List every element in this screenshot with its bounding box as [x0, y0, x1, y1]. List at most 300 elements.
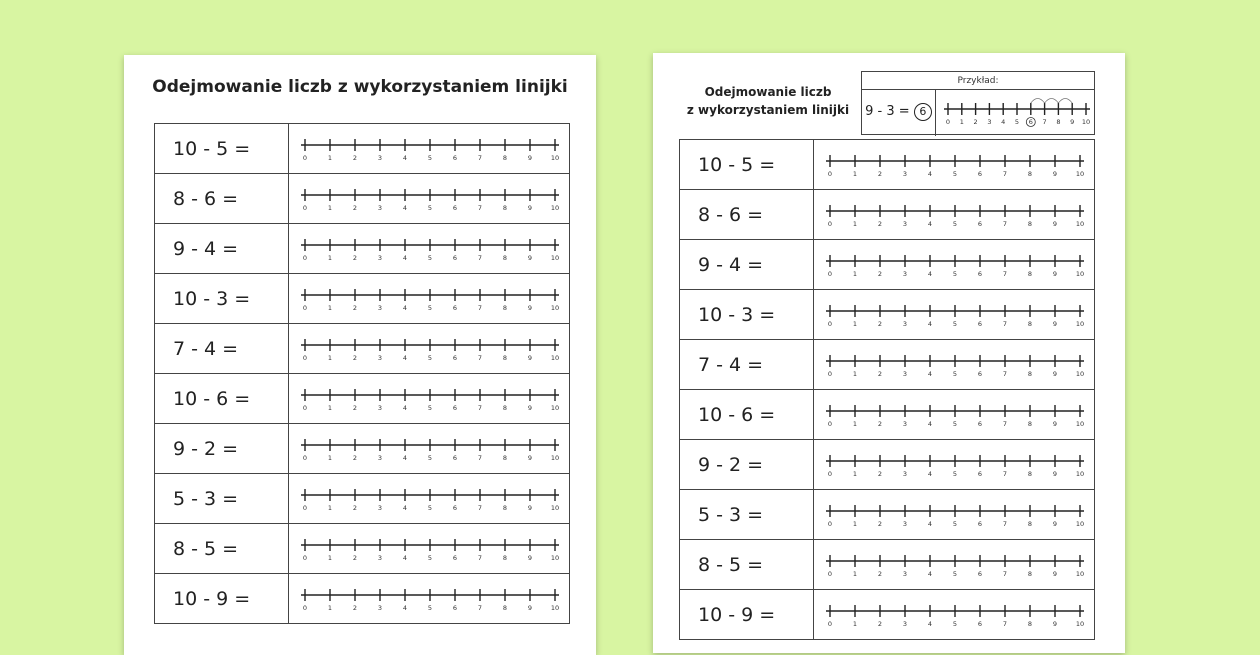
number-line-label: 6 — [452, 403, 458, 412]
number-line-label: 7 — [1002, 419, 1008, 428]
number-line-label: 4 — [927, 619, 933, 628]
number-line-label: 10 — [1075, 569, 1085, 578]
number-line — [824, 598, 1086, 632]
table-row — [680, 540, 1095, 590]
number-line-label: 9 — [1052, 419, 1058, 428]
table-row — [155, 324, 570, 374]
number-line-label: 0 — [827, 469, 833, 478]
number-line-label: 8 — [502, 453, 508, 462]
number-line-label: 6 — [977, 319, 983, 328]
number-line-label: 5 — [427, 253, 433, 262]
number-line-label: 5 — [427, 153, 433, 162]
number-line-label: 1 — [852, 369, 858, 378]
number-line — [824, 548, 1086, 582]
number-line-label: 7 — [1002, 619, 1008, 628]
example-equation-text: 9 - 3 = — [865, 104, 910, 119]
number-line-label: 1 — [327, 353, 333, 362]
number-line — [299, 532, 561, 566]
number-line-label: 3 — [902, 569, 908, 578]
number-line-label: 7 — [477, 453, 483, 462]
number-line-cell — [814, 190, 1095, 240]
number-line-hop — [1058, 99, 1072, 104]
number-line-label: 0 — [827, 219, 833, 228]
problem-table — [679, 139, 1095, 640]
number-line-label: 3 — [377, 253, 383, 262]
subtraction-problem: 10 - 3 = — [155, 274, 289, 324]
number-line-label: 8 — [502, 503, 508, 512]
number-line-label: 6 — [452, 453, 458, 462]
example-box — [861, 71, 1095, 135]
number-line-label: 4 — [402, 403, 408, 412]
number-line-label: 3 — [377, 353, 383, 362]
number-line-label: 9 — [1052, 369, 1058, 378]
number-line-label: 4 — [402, 153, 408, 162]
worksheet-title — [673, 83, 863, 119]
number-line-label: 4 — [402, 603, 408, 612]
number-line — [824, 198, 1086, 232]
number-line-label: 5 — [427, 303, 433, 312]
number-line-label: 0 — [302, 403, 308, 412]
number-line-label: 7 — [1042, 118, 1047, 126]
number-line-cell — [814, 240, 1095, 290]
number-line-label: 3 — [902, 369, 908, 378]
number-line-label: 6 — [977, 519, 983, 528]
subtraction-problem: 10 - 5 = — [155, 124, 289, 174]
table-row — [680, 140, 1095, 190]
number-line-label: 9 — [1052, 219, 1058, 228]
number-line-cell — [289, 374, 570, 424]
number-line-label: 2 — [352, 403, 358, 412]
number-line-label: 3 — [377, 553, 383, 562]
number-line-label: 7 — [1002, 169, 1008, 178]
number-line-cell — [289, 174, 570, 224]
number-line-label: 8 — [502, 603, 508, 612]
number-line-label: 0 — [302, 253, 308, 262]
subtraction-problem: 7 - 4 = — [680, 340, 814, 390]
number-line-label: 1 — [327, 603, 333, 612]
number-line-label: 7 — [477, 303, 483, 312]
number-line-label: 0 — [302, 453, 308, 462]
number-line-label: 2 — [877, 419, 883, 428]
number-line-label: 0 — [827, 569, 833, 578]
number-line-label: 2 — [877, 219, 883, 228]
number-line-label: 0 — [945, 118, 951, 126]
number-line-label: 4 — [402, 553, 408, 562]
number-line-label: 9 — [527, 403, 533, 412]
subtraction-problem: 9 - 4 = — [680, 240, 814, 290]
number-line-label: 10 — [550, 553, 560, 562]
number-line-label: 10 — [1075, 619, 1085, 628]
subtraction-problem: 9 - 4 = — [155, 224, 289, 274]
table-row — [680, 590, 1095, 640]
number-line-label: 8 — [1027, 569, 1033, 578]
number-line-label: 0 — [302, 603, 308, 612]
number-line — [299, 182, 561, 216]
number-line-label: 6 — [977, 619, 983, 628]
number-line-label: 2 — [352, 553, 358, 562]
number-line-cell — [814, 390, 1095, 440]
number-line-cell — [289, 324, 570, 374]
worksheet-page-right — [653, 53, 1125, 653]
subtraction-problem: 10 - 9 = — [155, 574, 289, 624]
number-line-label: 10 — [1075, 219, 1085, 228]
number-line-label: 1 — [327, 453, 333, 462]
number-line-label: 3 — [987, 118, 992, 126]
number-line-label: 9 — [1052, 269, 1058, 278]
number-line-label: 8 — [502, 253, 508, 262]
table-row — [155, 474, 570, 524]
number-line-label: 1 — [327, 153, 333, 162]
number-line-label: 4 — [402, 453, 408, 462]
number-line-label: 10 — [550, 353, 560, 362]
table-row — [680, 440, 1095, 490]
number-line-label: 10 — [550, 303, 560, 312]
number-line-label: 1 — [852, 569, 858, 578]
number-line-label: 6 — [977, 469, 983, 478]
number-line-label: 3 — [902, 269, 908, 278]
number-line-label: 3 — [902, 219, 908, 228]
number-line-label: 7 — [477, 553, 483, 562]
example-answer-circle: 6 — [914, 103, 932, 121]
number-line-label: 10 — [550, 453, 560, 462]
number-line-label: 9 — [1052, 519, 1058, 528]
number-line — [824, 348, 1086, 382]
number-line-label: 6 — [1028, 118, 1033, 126]
number-line-label: 2 — [352, 253, 358, 262]
number-line-label: 5 — [952, 619, 958, 628]
subtraction-problem: 10 - 9 = — [680, 590, 814, 640]
number-line-label: 3 — [377, 453, 383, 462]
number-line — [824, 448, 1086, 482]
number-line-label: 10 — [1075, 469, 1085, 478]
number-line-label: 1 — [852, 219, 858, 228]
number-line-label: 5 — [427, 203, 433, 212]
number-line-cell — [814, 490, 1095, 540]
number-line-label: 9 — [527, 303, 533, 312]
table-row — [680, 490, 1095, 540]
number-line-label: 3 — [902, 619, 908, 628]
number-line-label: 1 — [327, 503, 333, 512]
problem-table — [154, 123, 570, 624]
number-line-cell — [289, 424, 570, 474]
number-line-label: 5 — [952, 419, 958, 428]
number-line-label: 0 — [302, 553, 308, 562]
number-line — [824, 248, 1086, 282]
number-line-label: 7 — [1002, 219, 1008, 228]
number-line-label: 4 — [402, 503, 408, 512]
number-line-label: 3 — [377, 603, 383, 612]
number-line-label: 8 — [1027, 169, 1033, 178]
number-line-label: 2 — [352, 353, 358, 362]
table-row — [155, 374, 570, 424]
table-row — [155, 524, 570, 574]
number-line-label: 4 — [402, 203, 408, 212]
number-line-cell — [289, 124, 570, 174]
number-line-label: 9 — [527, 553, 533, 562]
subtraction-problem: 5 - 3 = — [155, 474, 289, 524]
number-line-label: 7 — [1002, 369, 1008, 378]
number-line-label: 7 — [477, 353, 483, 362]
number-line-label: 9 — [1052, 319, 1058, 328]
number-line-label: 3 — [902, 519, 908, 528]
number-line — [824, 298, 1086, 332]
number-line-cell — [814, 540, 1095, 590]
number-line-label: 1 — [852, 419, 858, 428]
number-line-label: 8 — [1027, 519, 1033, 528]
number-line-label: 6 — [452, 353, 458, 362]
number-line-label: 7 — [477, 603, 483, 612]
subtraction-problem: 8 - 6 = — [680, 190, 814, 240]
number-line-label: 2 — [352, 603, 358, 612]
number-line-label: 2 — [877, 319, 883, 328]
number-line-label: 8 — [502, 353, 508, 362]
subtraction-problem: 8 - 5 = — [680, 540, 814, 590]
number-line-label: 4 — [402, 253, 408, 262]
number-line-label: 4 — [402, 303, 408, 312]
number-line-label: 3 — [902, 469, 908, 478]
worksheet-title-line-2: z wykorzystaniem linijki — [686, 103, 850, 117]
number-line — [299, 132, 561, 166]
number-line — [824, 148, 1086, 182]
number-line-label: 6 — [452, 603, 458, 612]
number-line-label: 4 — [927, 169, 933, 178]
number-line-label: 5 — [1014, 118, 1020, 126]
number-line-cell — [814, 340, 1095, 390]
number-line-label: 1 — [327, 553, 333, 562]
table-row — [155, 274, 570, 324]
number-line-label: 7 — [477, 503, 483, 512]
table-row — [680, 340, 1095, 390]
number-line-label: 2 — [352, 153, 358, 162]
number-line-label: 8 — [1027, 369, 1033, 378]
number-line-label: 5 — [427, 453, 433, 462]
example-equation — [862, 90, 936, 136]
subtraction-problem: 10 - 3 = — [680, 290, 814, 340]
number-line-label: 0 — [827, 619, 833, 628]
number-line-label: 8 — [1027, 469, 1033, 478]
number-line — [299, 382, 561, 416]
number-line-label: 10 — [550, 403, 560, 412]
number-line-label: 2 — [877, 569, 883, 578]
subtraction-problem: 10 - 6 = — [155, 374, 289, 424]
number-line-label: 1 — [852, 169, 858, 178]
subtraction-problem: 9 - 2 = — [680, 440, 814, 490]
table-row — [155, 574, 570, 624]
number-line-label: 7 — [477, 203, 483, 212]
number-line-label: 5 — [427, 353, 433, 362]
number-line-cell — [814, 140, 1095, 190]
number-line-label: 4 — [402, 353, 408, 362]
number-line — [299, 482, 561, 516]
number-line-label: 9 — [527, 253, 533, 262]
number-line-label: 2 — [877, 519, 883, 528]
number-line-label: 8 — [1027, 219, 1033, 228]
number-line-label: 10 — [1075, 269, 1085, 278]
number-line-label: 9 — [527, 503, 533, 512]
number-line-label: 1 — [327, 203, 333, 212]
number-line-label: 6 — [452, 303, 458, 312]
number-line-label: 2 — [352, 203, 358, 212]
number-line-label: 6 — [977, 419, 983, 428]
number-line-label: 10 — [550, 503, 560, 512]
number-line-label: 7 — [1002, 569, 1008, 578]
number-line-label: 1 — [852, 519, 858, 528]
number-line-label: 7 — [477, 253, 483, 262]
number-line-label: 8 — [1027, 319, 1033, 328]
number-line-label: 8 — [502, 153, 508, 162]
number-line-label: 6 — [452, 553, 458, 562]
number-line — [299, 282, 561, 316]
number-line-cell — [814, 590, 1095, 640]
number-line-label: 4 — [927, 569, 933, 578]
number-line-label: 5 — [952, 319, 958, 328]
number-line-label: 6 — [977, 269, 983, 278]
number-line-label: 0 — [302, 303, 308, 312]
number-line-label: 3 — [377, 403, 383, 412]
number-line-label: 0 — [302, 153, 308, 162]
number-line-label: 5 — [952, 519, 958, 528]
number-line-label: 6 — [452, 503, 458, 512]
number-line-label: 9 — [1052, 619, 1058, 628]
number-line-label: 9 — [527, 603, 533, 612]
number-line-label: 8 — [1027, 619, 1033, 628]
number-line-label: 0 — [827, 419, 833, 428]
table-row — [680, 240, 1095, 290]
number-line-label: 7 — [477, 153, 483, 162]
number-line-label: 5 — [427, 503, 433, 512]
number-line — [299, 582, 561, 616]
number-line — [824, 498, 1086, 532]
number-line-label: 10 — [550, 153, 560, 162]
number-line — [824, 398, 1086, 432]
number-line-label: 2 — [352, 303, 358, 312]
number-line-cell — [289, 274, 570, 324]
number-line-label: 7 — [1002, 519, 1008, 528]
number-line-label: 3 — [902, 319, 908, 328]
number-line-label: 7 — [1002, 469, 1008, 478]
number-line-cell — [289, 574, 570, 624]
number-line-cell — [814, 440, 1095, 490]
number-line-label: 9 — [1052, 569, 1058, 578]
number-line-label: 2 — [973, 118, 978, 126]
subtraction-problem: 10 - 6 = — [680, 390, 814, 440]
number-line-label: 6 — [452, 153, 458, 162]
subtraction-problem: 10 - 5 = — [680, 140, 814, 190]
number-line-label: 6 — [977, 169, 983, 178]
number-line-label: 2 — [877, 619, 883, 628]
number-line-label: 0 — [302, 203, 308, 212]
number-line-label: 10 — [1075, 419, 1085, 428]
number-line-label: 8 — [1027, 269, 1033, 278]
number-line-label: 1 — [852, 469, 858, 478]
number-line-label: 10 — [550, 203, 560, 212]
example-label: Przykład: — [862, 72, 1094, 90]
number-line-label: 3 — [902, 169, 908, 178]
number-line-label: 8 — [502, 303, 508, 312]
number-line-label: 8 — [502, 403, 508, 412]
number-line-label: 1 — [327, 303, 333, 312]
number-line-label: 1 — [959, 118, 964, 126]
number-line-label: 4 — [927, 519, 933, 528]
number-line-label: 8 — [502, 203, 508, 212]
number-line-label: 5 — [427, 403, 433, 412]
number-line-label: 9 — [527, 453, 533, 462]
number-line-hop — [1045, 99, 1059, 104]
number-line-label: 4 — [1001, 118, 1006, 126]
number-line-label: 9 — [1052, 469, 1058, 478]
table-row — [155, 174, 570, 224]
number-line-label: 5 — [952, 569, 958, 578]
number-line-label: 10 — [1075, 519, 1085, 528]
number-line-label: 5 — [427, 603, 433, 612]
number-line-label: 6 — [977, 219, 983, 228]
worksheet-page-left — [124, 55, 596, 655]
number-line-label: 6 — [977, 369, 983, 378]
number-line-label: 0 — [302, 503, 308, 512]
subtraction-problem: 8 - 5 = — [155, 524, 289, 574]
number-line-label: 0 — [302, 353, 308, 362]
table-row — [155, 124, 570, 174]
number-line-label: 8 — [1027, 419, 1033, 428]
number-line-cell — [289, 224, 570, 274]
table-row — [155, 224, 570, 274]
number-line-label: 3 — [902, 419, 908, 428]
number-line-label: 0 — [827, 369, 833, 378]
number-line-label: 2 — [352, 503, 358, 512]
subtraction-problem: 9 - 2 = — [155, 424, 289, 474]
number-line-cell — [289, 524, 570, 574]
number-line-label: 4 — [927, 369, 933, 378]
number-line-label: 4 — [927, 419, 933, 428]
table-row — [680, 390, 1095, 440]
number-line-label: 2 — [877, 469, 883, 478]
number-line-label: 10 — [550, 603, 560, 612]
number-line-label: 9 — [527, 153, 533, 162]
number-line-label: 4 — [927, 319, 933, 328]
number-line-label: 4 — [927, 469, 933, 478]
number-line-cell — [289, 474, 570, 524]
number-line-label: 1 — [852, 319, 858, 328]
subtraction-problem: 8 - 6 = — [155, 174, 289, 224]
table-row — [155, 424, 570, 474]
number-line-label: 5 — [952, 169, 958, 178]
number-line-label: 1 — [852, 619, 858, 628]
number-line — [942, 96, 1092, 130]
number-line-label: 3 — [377, 203, 383, 212]
example-number-line — [942, 96, 1092, 132]
number-line-cell — [814, 290, 1095, 340]
number-line-label: 9 — [1052, 169, 1058, 178]
worksheet-title-line-1: Odejmowanie liczb — [704, 85, 832, 99]
number-line-label: 0 — [827, 319, 833, 328]
number-line-label: 10 — [1075, 169, 1085, 178]
number-line-label: 10 — [1075, 319, 1085, 328]
number-line-label: 0 — [827, 519, 833, 528]
worksheet-title: Odejmowanie liczb z wykorzystaniem linijki — [152, 77, 568, 97]
number-line-label: 3 — [377, 503, 383, 512]
number-line-label: 5 — [952, 269, 958, 278]
number-line-label: 3 — [377, 303, 383, 312]
subtraction-problem: 5 - 3 = — [680, 490, 814, 540]
subtraction-problem: 7 - 4 = — [155, 324, 289, 374]
number-line-label: 2 — [352, 453, 358, 462]
number-line-label: 7 — [1002, 319, 1008, 328]
number-line-label: 5 — [952, 369, 958, 378]
number-line-label: 9 — [1070, 118, 1075, 126]
number-line-label: 1 — [327, 253, 333, 262]
number-line-label: 6 — [452, 253, 458, 262]
number-line-label: 10 — [550, 253, 560, 262]
